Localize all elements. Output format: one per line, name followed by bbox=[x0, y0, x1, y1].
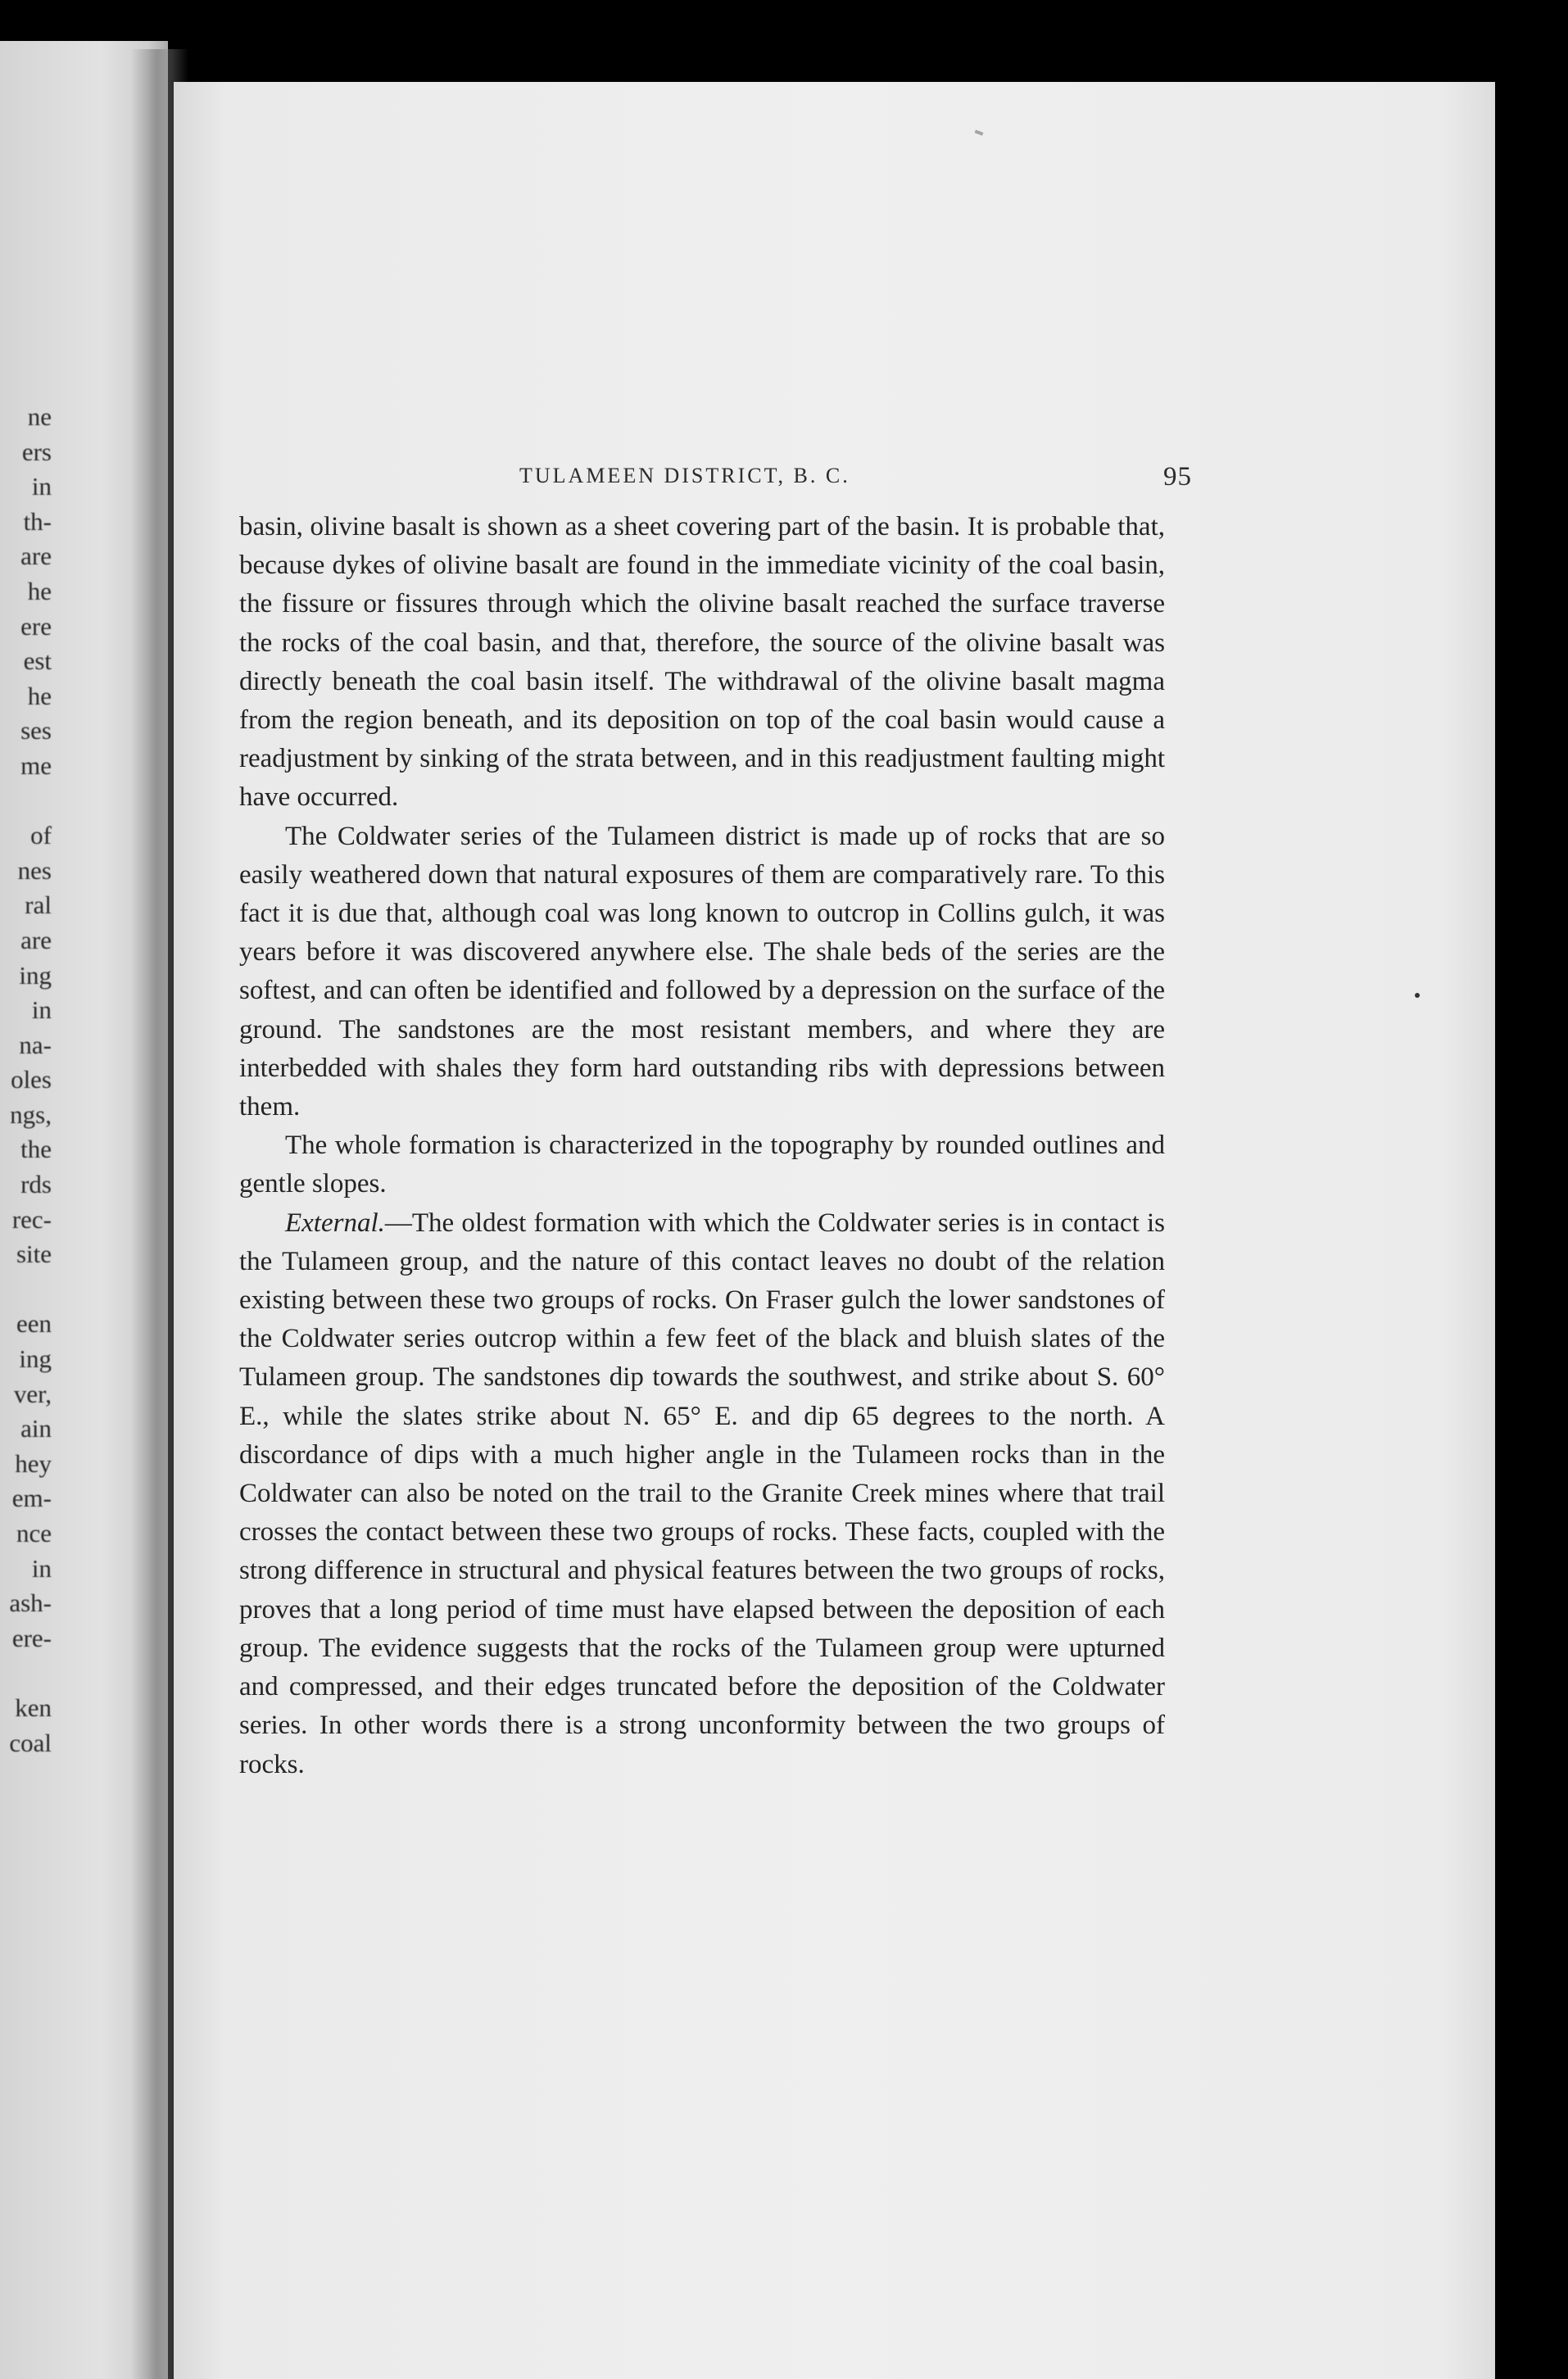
facing-page-fragment: ain bbox=[20, 1414, 52, 1443]
facing-page-fragment: rec- bbox=[11, 1204, 52, 1234]
facing-page-fragment: site bbox=[16, 1239, 52, 1269]
facing-page-fragment: nes bbox=[17, 855, 52, 885]
facing-page-fragment: ere bbox=[20, 611, 52, 641]
facing-page-fragment: oles bbox=[11, 1065, 52, 1094]
facing-page-fragment: ing bbox=[19, 960, 52, 990]
facing-page-fragment: are bbox=[20, 925, 52, 954]
facing-page-fragment: hey bbox=[15, 1448, 52, 1478]
facing-page-fragment: ing bbox=[19, 1344, 52, 1374]
facing-page-fragment: he bbox=[27, 681, 52, 710]
page bbox=[174, 82, 1495, 2379]
running-head-title: TULAMEEN DISTRICT, B. C. bbox=[519, 464, 850, 487]
facing-page-fragment: me bbox=[20, 750, 52, 780]
scan-speck bbox=[1415, 993, 1420, 998]
body-text bbox=[239, 508, 1165, 1784]
paragraph: The Coldwater series of the Tulameen district is made up of rocks that are so easily weathered down that natural exposures of them are comparatively rare. To this fact it is due that, although coal was long known to outcrop in Collins gulch, it was years before it was discovered anywhere else. The shale beds of the series are the softest, and can often be identified and followed by a depression on the surface of the ground. The sandstones are the most resistant members, and where they are interbedded with shales they form hard outstanding ribs with depressions between them. bbox=[239, 821, 1165, 1122]
facing-page-fragment: ne bbox=[27, 402, 52, 431]
facing-page-fragment: na- bbox=[19, 1030, 52, 1059]
facing-page-fragment: in bbox=[31, 995, 52, 1025]
facing-page-fragment: est bbox=[23, 646, 52, 676]
facing-page-fragment: he bbox=[27, 576, 52, 605]
facing-page-fragment: of bbox=[30, 821, 52, 850]
running-head bbox=[174, 464, 1495, 500]
facing-page-fragment: nce bbox=[16, 1519, 52, 1547]
facing-page-fragment: coal bbox=[9, 1728, 52, 1757]
paragraph: basin, olivine basalt is shown as a sheet covering part of the basin. It is probable that, because dykes of olivine basalt are found in the immediate vicinity of the coal basin, the fissure or fissures through which the olivine basalt reached the surface traverse the rocks of the coal basin, and that, therefore, the source of the olivine basalt was directly beneath the coal basin itself. The withdrawal of the olivine basalt magma from the region beneath, and its deposition on top of the coal basin would cause a readjustment by sinking of the strata between, and in this readjustment faulting might have occurred. bbox=[239, 512, 1165, 813]
facing-page-fragment: rds bbox=[20, 1170, 52, 1199]
paragraph bbox=[239, 1204, 1165, 1784]
facing-page-fragment: in bbox=[31, 1553, 52, 1583]
facing-page-fragment: the bbox=[20, 1135, 52, 1164]
facing-page-fragment: in bbox=[31, 472, 52, 501]
facing-page-fragment: ngs, bbox=[10, 1099, 52, 1129]
facing-page-fragment: th- bbox=[23, 506, 52, 536]
facing-page-fragment: ash- bbox=[9, 1588, 52, 1618]
facing-page-fragment: ver, bbox=[13, 1379, 52, 1408]
section-lead-heading: External. bbox=[285, 1208, 385, 1238]
facing-page-fragment: ers bbox=[21, 437, 52, 466]
facing-page-fragment: are bbox=[20, 542, 52, 571]
facing-page-fragment: ral bbox=[25, 890, 52, 920]
facing-page-fragment: ken bbox=[15, 1692, 52, 1722]
facing-page-fragment: ere- bbox=[11, 1623, 52, 1652]
facing-page-fragment: ses bbox=[20, 716, 52, 745]
page-number: 95 bbox=[1163, 462, 1192, 492]
facing-page-fragment: een bbox=[16, 1309, 52, 1339]
paragraph-text: —The oldest formation with which the Coldwater series is in contact is the Tulameen group, and the nature of this contact leaves no doubt of the relation existing between these two groups of rocks. On Fraser gulch the lower sandstones of the Coldwater series outcrop within a few feet of the black and bluish slates of the Tulameen group. The sandstones dip towards the southwest, and strike about S. 60° E., while the slates strike about N. 65° E. and dip 65 degrees to the north. A discordance of dips with a much higher angle in the Tulameen rocks than in the Coldwater can also be noted on the trail to the Granite Creek mines where that trail crosses the contact between these two groups of rocks. These facts, coupled with the strong difference in structural and physical features between the two groups of rocks, proves that a long period of time must have elapsed between the deposition of each group. The evidence suggests that the rocks of the Tulameen group were upturned and compressed, and their edges truncated before the deposition of the Coldwater series. In other words there is a strong unconformity between the two groups of rocks. bbox=[239, 1208, 1165, 1779]
facing-page-fragment: em- bbox=[11, 1484, 52, 1513]
paragraph: The whole formation is characterized in the topography by rounded outlines and gentle slopes. bbox=[239, 1131, 1165, 1199]
